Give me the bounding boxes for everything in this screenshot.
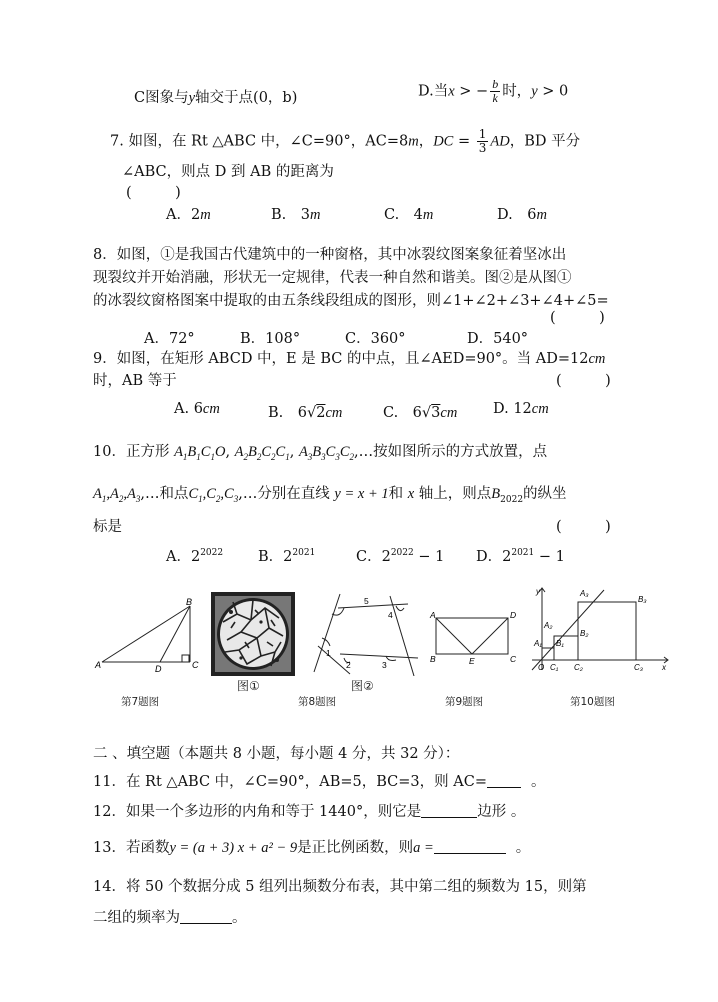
q13-answer-blank[interactable] xyxy=(434,839,506,854)
q9-option-b: B. 6√2cm xyxy=(268,405,343,421)
q8-stem-line3: 的冰裂纹窗格图案中提取的由五条线段组成的图形，则∠1+∠2+∠3+∠4+∠5= xyxy=(93,293,609,309)
q10-stem-line3: 标是 xyxy=(93,519,122,535)
q8-stem-line2: 现裂纹并开始消融，形状无一定规律，代表一种自然和谐美。图②是从图① xyxy=(93,270,572,286)
q10-stem-line1: 10．正方形 $A_1B_1C_1O$, $A_2B_2C_2C_1$, $A_3B_3C_3C_2,\dots$按如图所示的方式放置，点 xyxy=(93,444,548,462)
fig10-caption: 第10题图 xyxy=(570,696,615,708)
q7-stem-line2: ∠ABC，则点 D 到 AB 的距离为 xyxy=(122,164,334,180)
q9-stem-line1: 9．如图，在矩形 ABCD 中，E 是 BC 的中点，且∠AED=90°。当 AD=12cm xyxy=(93,351,606,367)
fig9-caption: 第9题图 xyxy=(445,696,484,708)
fig10-label-y: y xyxy=(536,587,540,596)
q9-stem-line2: 时，AB 等于 xyxy=(93,373,177,389)
q8-option-b: B．108° xyxy=(240,331,301,347)
fig10-label-x: x xyxy=(662,663,666,672)
fig8-angle-3: 3 xyxy=(382,660,387,670)
fig8-angle-5: 5 xyxy=(364,596,369,606)
q9-option-a: A. 6cm xyxy=(174,401,220,417)
q7-stem-line1: 7. 如图，在 Rt △ABC 中，∠C=90°，AC=8m，DC = $\frac{1}{3}$ AD，BD 平分 xyxy=(110,127,581,155)
q7-option-d: D. 6m xyxy=(497,207,547,223)
fig10-label-a1: A₁ xyxy=(534,639,542,648)
q7-answer-paren: ( ) xyxy=(126,185,181,201)
section-2-title: 二 、填空题（本题共 8 小题，每小题 4 分，共 32 分）： xyxy=(93,746,460,762)
q11-answer-blank[interactable] xyxy=(487,773,521,788)
fig10-label-b3: B₃ xyxy=(638,595,647,604)
q10-option-d: D．$2^{2021} - 1$ xyxy=(476,548,565,565)
fig9-label-e: E xyxy=(469,656,475,666)
fig8-angle-2: 2 xyxy=(346,660,351,670)
fig7-label-d: D xyxy=(155,664,162,673)
figure-7 xyxy=(94,598,204,673)
fig7-label-b: B xyxy=(186,598,193,607)
q11: 11．在 Rt △ABC 中，∠C=90°，AB=5，BC=3，则 AC= 。 xyxy=(93,774,546,790)
q10-answer-paren: ( ) xyxy=(556,519,611,535)
fig10-label-c3: C₃ xyxy=(634,663,643,672)
q10-stem-line2: $A_1,A_2,A_3,\dots$和点$C_1,C_2,C_3,\dots$分别在直线 y = x + 1和 x 轴上，则点$B_{2022}$的纵坐 xyxy=(93,486,567,505)
q14-answer-blank[interactable] xyxy=(180,909,232,924)
figure-8-lines xyxy=(310,592,422,676)
q6-option-c: C图象与y轴交于点(0，b) xyxy=(134,90,298,106)
q8-answer-paren: ( ) xyxy=(550,310,605,326)
figure-8-window xyxy=(211,592,295,676)
fig10-label-b1: B₁ xyxy=(556,639,564,648)
q13: 13．若函数y = (a + 3) x + a² − 9是正比例函数，则a = 。 xyxy=(93,840,531,856)
fig10-label-o: O xyxy=(538,663,545,672)
fig10-label-b2: B₂ xyxy=(580,629,589,638)
q6-option-d: D.当x > − $\frac{b}{k}$ 时，y > 0 xyxy=(418,77,569,105)
q10-option-b: B．$2^{2021}$ xyxy=(258,548,316,565)
q10-option-c: C．$2^{2022} - 1$ xyxy=(356,548,445,565)
fig7-label-c: C xyxy=(192,660,199,670)
q12: 12．如果一个多边形的内角和等于 1440°，则它是 边形 。 xyxy=(93,804,526,820)
q9-option-c: C. 6√3cm xyxy=(383,405,458,421)
fig8-angle-4: 4 xyxy=(388,610,393,620)
fig9-label-a: A xyxy=(430,610,436,620)
q7-option-b: B. 3m xyxy=(271,207,321,223)
q14-line2: 二组的频率为 。 xyxy=(93,910,247,926)
fig9-label-d: D xyxy=(510,610,517,620)
q14-line1: 14．将 50 个数据分成 5 组列出频数分布表，其中第二组的频数为 15，则第 xyxy=(93,879,587,895)
fig7-label-a: A xyxy=(95,660,102,670)
q8-stem-line1: 8．如图，①是我国古代建筑中的一种窗格，其中冰裂纹图案象征着坚冰出 xyxy=(93,247,567,263)
fig9-label-b: B xyxy=(430,654,436,664)
q10-option-a: A．$2^{2022}$ xyxy=(166,548,224,565)
fig7-caption: 第7题图 xyxy=(121,696,160,708)
q9-answer-paren: ( ) xyxy=(556,373,611,389)
q7-option-a: A．2m xyxy=(166,207,211,223)
fig10-label-c2: C₂ xyxy=(574,663,583,672)
q8-option-a: A．72° xyxy=(144,331,195,347)
fig9-label-c: C xyxy=(510,654,517,664)
q8-option-c: C．360° xyxy=(345,331,406,347)
fig8-sub1: 图① xyxy=(237,679,260,693)
fig8-sub2: 图② xyxy=(351,679,374,693)
q7-option-c: C. 4m xyxy=(384,207,434,223)
figure-10 xyxy=(526,584,672,674)
fig10-label-a2: A₂ xyxy=(544,621,553,630)
fig8-angle-1: 1 xyxy=(326,648,331,658)
q12-answer-blank[interactable] xyxy=(421,803,477,818)
fig10-label-c1: C₁ xyxy=(550,663,559,672)
fig10-label-a3: A₃ xyxy=(580,589,589,598)
figure-9 xyxy=(428,608,518,668)
fig8-caption: 第8题图 xyxy=(298,696,337,708)
q8-option-d: D．540° xyxy=(467,331,529,347)
q9-option-d: D. 12cm xyxy=(493,401,549,417)
